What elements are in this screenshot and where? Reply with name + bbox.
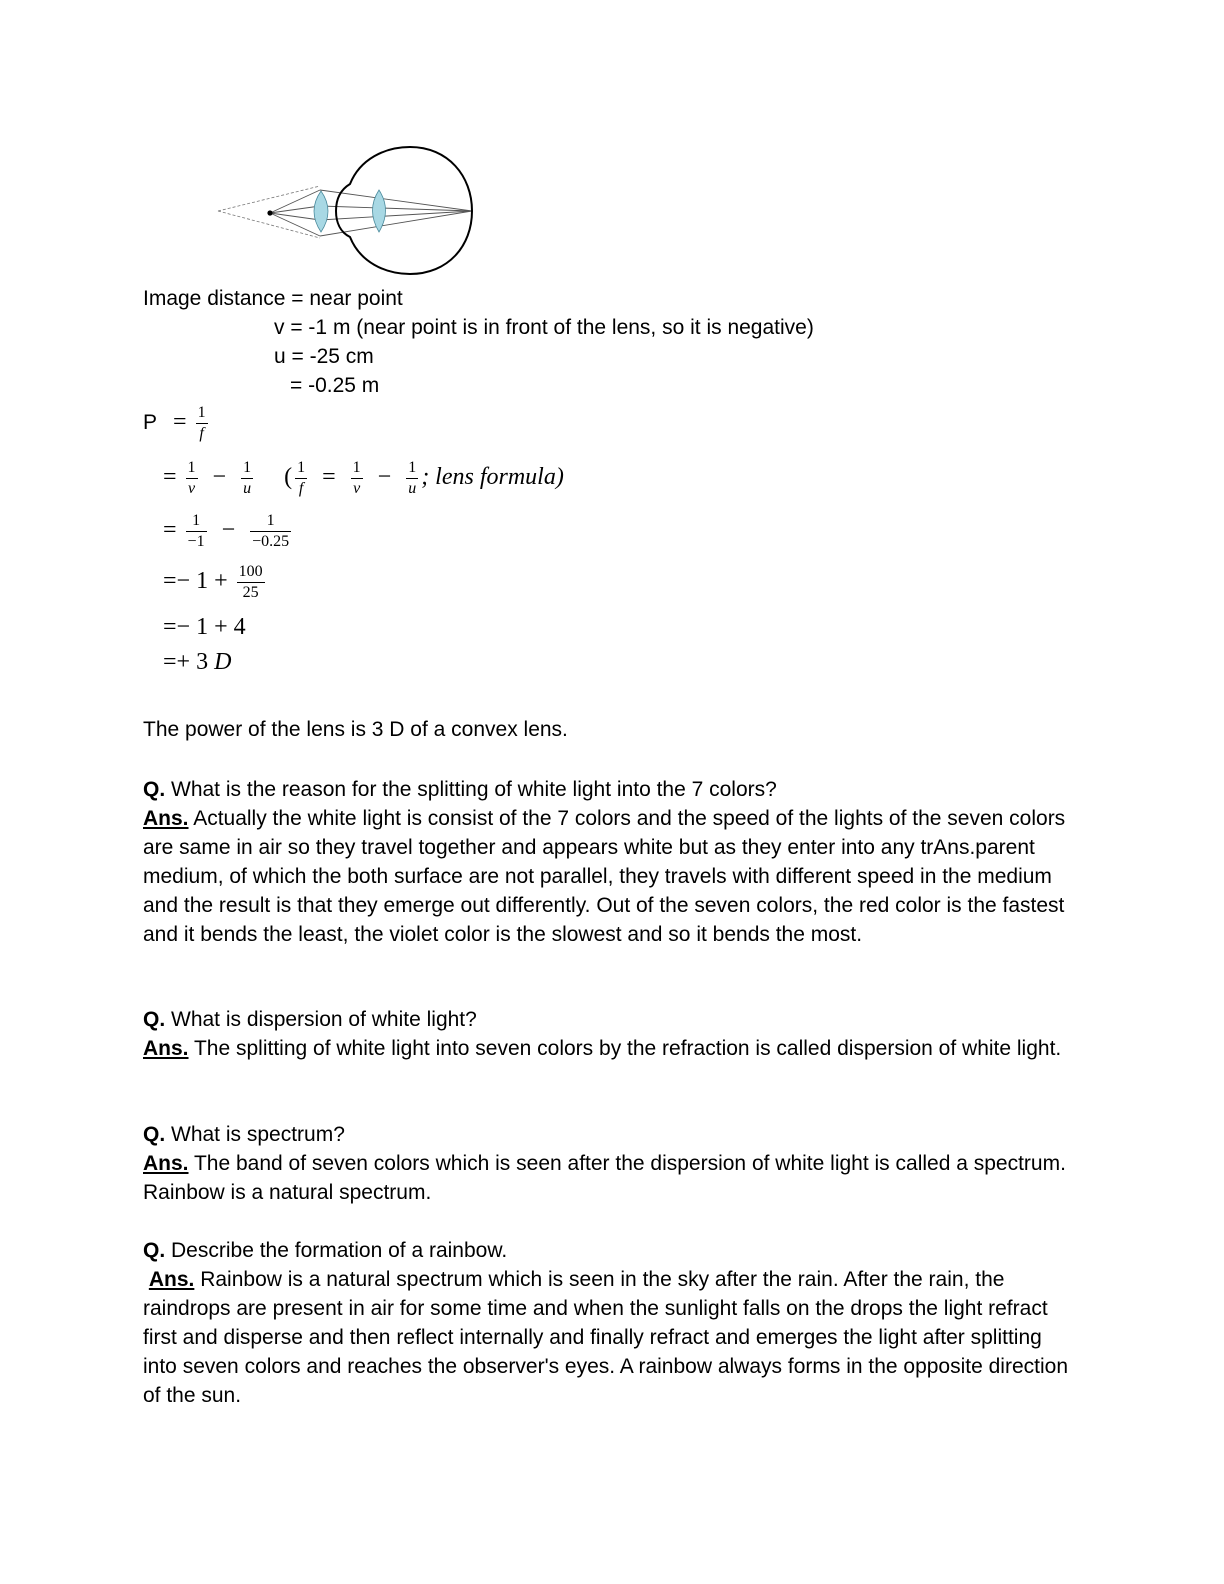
given-line-u: u = -25 cm <box>274 345 374 368</box>
qa-block <box>143 775 1073 949</box>
lens-formula-label: ; lens formula) <box>421 464 564 491</box>
light-rays <box>270 190 472 236</box>
fraction-1-over-f: $\frac{1}{f}$ <box>297 459 306 497</box>
math-line-power <box>143 403 211 444</box>
math-line-result: =+ 3 D <box>163 649 232 675</box>
fraction-1-over-u: $\frac{1}{u}$ <box>243 459 252 497</box>
math-line-lens-formula: = $\frac{1}{v}$ − $\frac{1}{u}$ ( $\frac{1}{f}$ = $\frac{1}{v}$ − $\frac{1}{u}$ ; lens formula) <box>163 459 564 497</box>
given-line-v: v = -1 m (near point is in front of the lens, so it is negative) <box>274 316 814 339</box>
math-line-substitution: = $\frac{1}{-1}$ − $\frac{1}{-0.25}$ <box>163 512 290 550</box>
corrective-convex-lens <box>314 191 328 232</box>
math-line-simplify: =− 1 + $\frac{100}{25}$ <box>163 563 263 601</box>
answer: Ans. Actually the white light is consist of the 7 colors and the speed of the lights of the seven colors are same in air so they travel together and appears white but as they enter into any trAns.parent medium, of which the both surface are not parallel, they travels with different speed in the medium and the result is that they emerge out differently. Out of the seven colors, the red color is the fastest and it bends the least, the violet color is the slowest and so it bends the most. <box>143 807 1066 946</box>
question: Q. What is spectrum? <box>143 1123 345 1146</box>
power-symbol: P <box>143 411 158 435</box>
conclusion-text: The power of the lens is 3 D of a convex lens. <box>143 718 568 741</box>
fraction-1-over-f: $\frac{1}{f}$ <box>197 404 206 442</box>
math-line-sum: =− 1 + 4 <box>163 614 246 640</box>
fraction-1-over-neg1: $\frac{1}{-1}$ <box>187 512 205 550</box>
qa-block <box>143 1236 1073 1410</box>
answer: Ans. Rainbow is a natural spectrum which is seen in the sky after the rain. After the rain, the raindrops are present in air for some time and when the sunlight falls on the drops the light refract first and disperse and then reflect internally and finally refract and emerges the light after splitting into seven colors and reaches the observer's eyes. A rainbow always forms in the opposite direction of the sun. <box>143 1268 1069 1407</box>
diopter-unit: D <box>214 649 232 675</box>
given-line-u-meters: = -0.25 m <box>290 374 380 397</box>
fraction-1-over-v: $\frac{1}{v}$ <box>352 459 361 497</box>
fraction-1-over-v: $\frac{1}{v}$ <box>187 459 196 497</box>
question: Q. What is dispersion of white light? <box>143 1008 477 1031</box>
qa-block <box>143 1005 1073 1063</box>
fraction-100-over-25: $\frac{100}{25}$ <box>238 563 263 601</box>
given-line-image-distance: Image distance = near point <box>143 287 403 310</box>
eye-lens-diagram <box>210 144 480 278</box>
object-point <box>267 210 272 215</box>
fraction-1-over-u: $\frac{1}{u}$ <box>408 459 417 497</box>
equals-sign: = <box>173 409 187 436</box>
qa-block <box>143 1120 1073 1207</box>
question: Q. What is the reason for the splitting of white light into the 7 colors? <box>143 778 777 801</box>
question: Q. Describe the formation of a rainbow. <box>143 1239 508 1262</box>
answer: Ans. The band of seven colors which is seen after the dispersion of white light is called a spectrum. Rainbow is a natural spectrum. <box>143 1152 1066 1204</box>
answer: Ans. The splitting of white light into seven colors by the refraction is called dispersion of white light. <box>143 1037 1062 1060</box>
fraction-1-over-neg025: $\frac{1}{-0.25}$ <box>252 512 290 550</box>
